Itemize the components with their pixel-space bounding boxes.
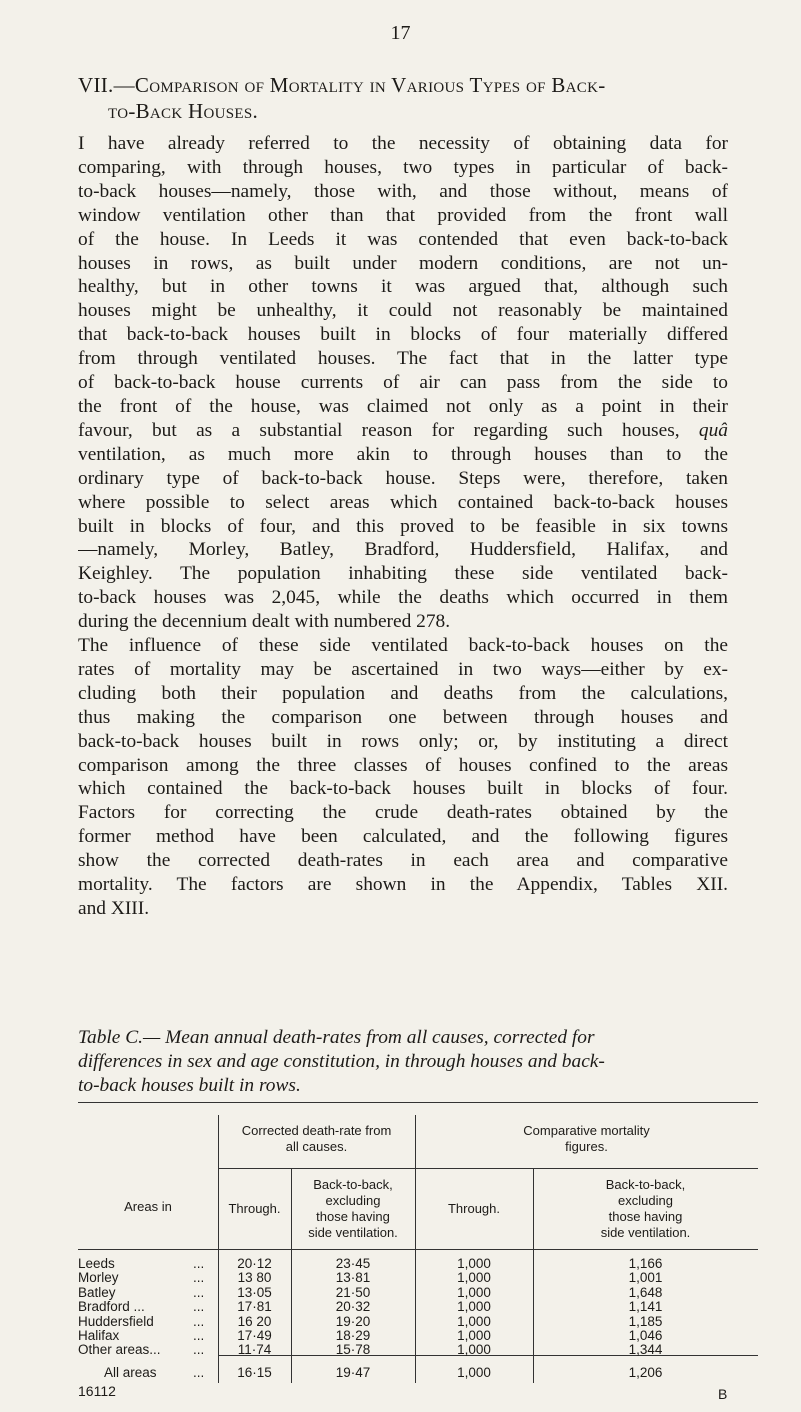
body-line: comparing, with through houses, two types in particular of back-: [78, 156, 728, 178]
heading-line2: to-Back Houses.: [108, 99, 259, 123]
body-line: The influence of these side ventilated back-to-back houses on the: [78, 635, 728, 657]
cell-dr-btb: 23·45: [335, 1256, 371, 1271]
group1-header: [218, 1123, 415, 1155]
body-line: houses in rows, as built under modern conditions, are not un-: [78, 252, 728, 274]
body-line: houses might be unhealthy, it could not reasonably be maintained: [78, 300, 728, 322]
cell-cm-through: 1,000: [457, 1270, 491, 1286]
cell-dr-through: 16·15: [237, 1365, 272, 1380]
cell-dr-through: 20·12: [237, 1256, 272, 1271]
cell-cm-btb: 1,141: [628, 1299, 663, 1315]
cell-cm-through: 1,000: [457, 1284, 491, 1300]
leader-dots: ...: [193, 1256, 205, 1271]
cell-dr-through: 17·81: [237, 1299, 272, 1315]
caption-line: differences in sex and age constitution, in through houses and back-: [78, 1051, 605, 1072]
group2-header-line: Comparative mortality: [523, 1123, 650, 1138]
cell-cm-btb: 1,046: [628, 1328, 663, 1343]
body-line: mortality. The factors are shown in the Appendix, Tables XII.: [78, 874, 728, 896]
body-line: which contained the back-to-back houses built in blocks of four.: [78, 778, 728, 800]
cell-dr-btb: 18·29: [335, 1328, 371, 1343]
cell-cm-btb: 1,344: [628, 1342, 663, 1358]
leader-dots: ...: [193, 1328, 205, 1343]
body-line: rates of mortality may be ascertained in two ways—either by ex-: [78, 658, 728, 680]
area-label: Morley: [78, 1270, 119, 1286]
btb-header-line: side ventilation.: [308, 1225, 398, 1240]
body-line: built in blocks of four, and this proved to be feasible in six towns: [78, 515, 728, 537]
group2-header: [415, 1123, 758, 1155]
area-label: Huddersfield: [78, 1313, 154, 1329]
cell-dr-through: 16 20: [237, 1313, 272, 1329]
cell-cm-btb: 1,206: [628, 1365, 663, 1380]
area-label: All areas: [104, 1365, 157, 1380]
group1-header-line: all causes.: [285, 1139, 348, 1154]
body-line: window ventilation other than that provided from the front wall: [78, 204, 728, 226]
area-label: Halifax: [78, 1328, 120, 1343]
area-name: [78, 1328, 205, 1343]
gathering-letter: B: [718, 1386, 728, 1402]
btb-header-line: excluding: [325, 1193, 381, 1208]
btb-header: [291, 1177, 415, 1241]
cell-dr-through: 17·49: [237, 1328, 272, 1343]
signature-mark: 16112: [78, 1383, 116, 1399]
area-name: [78, 1284, 205, 1300]
through-header: Through.: [228, 1201, 281, 1216]
body-line: to-back houses was 2,045, while the deaths which occurred in them: [78, 587, 728, 609]
cell-cm-through: 1,000: [457, 1299, 491, 1315]
btb-header: [533, 1177, 758, 1241]
cell-dr-through: 13 80: [237, 1270, 272, 1286]
through-header: Through.: [447, 1201, 501, 1216]
body-line: during the decennium dealt with numbered 278.: [78, 611, 451, 633]
group1-header-line: Corrected death-rate from: [241, 1123, 392, 1138]
cell-cm-through: 1,000: [457, 1313, 491, 1329]
body-line: of the house. In Leeds it was contended that even back-to-back: [78, 228, 728, 250]
btb-header-line: side ventilation.: [600, 1225, 691, 1240]
area-label: Bradford ...: [78, 1299, 145, 1315]
leader-dots: ...: [193, 1299, 205, 1315]
cell-dr-btb: 15·78: [335, 1342, 371, 1358]
leader-dots: ...: [193, 1365, 205, 1380]
section-heading: [78, 72, 728, 124]
body-line: —namely, Morley, Batley, Bradford, Huddersfield, Halifax, and: [78, 539, 728, 561]
cell-cm-btb: 1,185: [628, 1313, 663, 1329]
total-row: [78, 1365, 758, 1383]
cell-cm-through: 1,000: [457, 1365, 491, 1380]
body-line: comparison among the three classes of houses confined to the areas: [78, 754, 728, 776]
btb-header-line: excluding: [618, 1193, 673, 1208]
area-label: Other areas...: [78, 1342, 161, 1358]
cell-cm-through: 1,000: [457, 1328, 491, 1343]
body-line: the front of the house, was claimed not only as a point in their: [78, 395, 728, 417]
cell-cm-through: 1,000: [457, 1256, 491, 1271]
btb-header-line: those having: [316, 1209, 390, 1224]
body-line: from through ventilated houses. The fact that in the latter type: [78, 348, 728, 370]
cell-dr-through: 13·05: [237, 1284, 272, 1300]
table-caption: [78, 1026, 728, 1098]
body-line: back-to-back houses built in rows only; or, by instituting a direct: [78, 730, 728, 752]
body-line: and XIII.: [78, 898, 150, 919]
leader-dots: ...: [193, 1284, 205, 1300]
body-line: to-back houses—namely, those with, and those without, means of: [78, 180, 728, 202]
heading-line1: —Comparison of Mortality in Various Types of Back-: [113, 73, 606, 97]
cell-cm-through: 1,000: [457, 1342, 491, 1358]
body-line: show the corrected death-rates in each area and comparative: [78, 850, 728, 872]
caption-line: to-back houses built in rows.: [78, 1075, 301, 1096]
cell-dr-btb: 20·32: [335, 1299, 371, 1315]
body-line: former method have been calculated, and the following figures: [78, 826, 728, 848]
page-number: 17: [390, 22, 411, 44]
cell-cm-btb: 1,166: [628, 1256, 663, 1271]
body-line: ventilation, as much more akin to through houses than to the: [78, 443, 728, 465]
body-line: Keighley. The population inhabiting these side ventilated back-: [78, 563, 728, 585]
group2-header-line: figures.: [565, 1139, 608, 1154]
cell-cm-btb: 1,648: [628, 1284, 663, 1300]
cell-dr-btb: 19·47: [335, 1365, 371, 1380]
body-line: I have already referred to the necessity of obtaining data for: [78, 133, 728, 154]
leader-dots: ...: [193, 1313, 205, 1329]
caption-line: Table C.— Mean annual death-rates from all causes, corrected for: [78, 1027, 595, 1048]
table-rule: [78, 1249, 758, 1250]
btb-header-line: Back-to-back,: [605, 1177, 686, 1192]
caption-rule: [78, 1102, 758, 1103]
leader-dots: ...: [193, 1270, 205, 1286]
area-name: [104, 1365, 205, 1380]
leader-dots: ...: [193, 1342, 205, 1358]
body-line: favour, but as a substantial reason for regarding such houses, quâ: [78, 419, 728, 441]
cell-dr-through: 11·74: [237, 1342, 272, 1358]
area-name: [78, 1342, 205, 1358]
body-line: Factors for correcting the crude death-rates obtained by the: [78, 802, 728, 824]
cell-dr-btb: 21·50: [335, 1284, 371, 1300]
body-line: healthy, but in other towns it was argued that, although such: [78, 276, 728, 298]
body-text: [78, 132, 728, 921]
table-row: [78, 1342, 758, 1360]
areas-header: Areas in: [124, 1199, 172, 1214]
body-line: that back-to-back houses built in blocks of four materially differed: [78, 324, 728, 346]
body-line: thus making the comparison one between through houses and: [78, 706, 728, 728]
area-label: Batley: [78, 1284, 116, 1300]
area-name: [78, 1270, 205, 1286]
body-line: where possible to select areas which contained back-to-back houses: [78, 491, 728, 513]
area-label: Leeds: [78, 1256, 115, 1271]
btb-header-line: those having: [608, 1209, 683, 1224]
cell-dr-btb: 13·81: [335, 1270, 371, 1286]
body-line: of back-to-back house currents of air can pass from the side to: [78, 372, 728, 394]
btb-header-line: Back-to-back,: [313, 1177, 393, 1192]
area-name: [78, 1256, 205, 1271]
body-line: cluding both their population and deaths from the calculations,: [78, 682, 728, 704]
table-rule: [218, 1168, 758, 1169]
area-name: [78, 1313, 205, 1329]
cell-dr-btb: 19·20: [335, 1313, 371, 1329]
heading-numeral: VII.: [78, 73, 114, 97]
mortality-table: [78, 1115, 758, 1395]
cell-cm-btb: 1,001: [628, 1270, 663, 1286]
area-name: [78, 1299, 205, 1315]
body-line: ordinary type of back-to-back house. Steps were, therefore, taken: [78, 467, 728, 489]
